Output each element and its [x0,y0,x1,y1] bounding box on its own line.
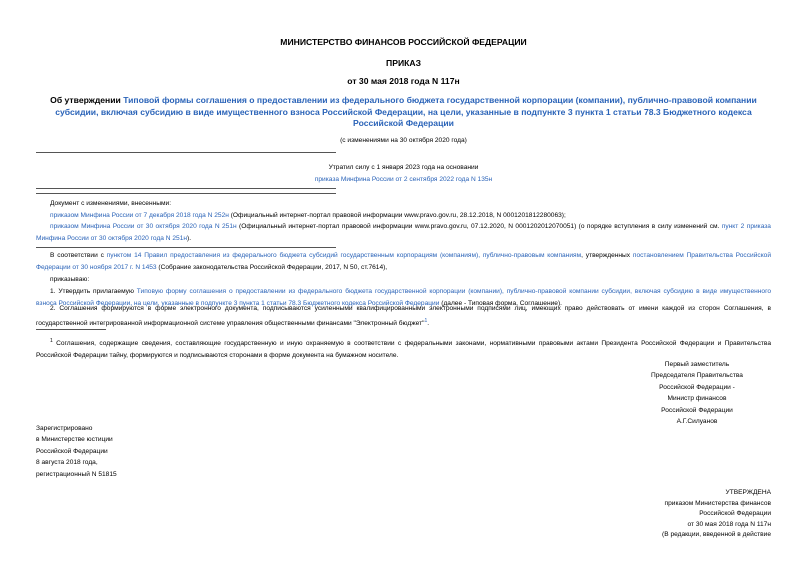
typical-form-link[interactable]: Типовую форму соглашения о предоставлении из федерального бюджета государственной корпорации (компании), публично-правовой компании субсидии, включая субсидию в виде имущественного взноса Российской Федерации, на цели, указанные в подпункте 3 пункта 1 статьи 78.3 Бюджетного кодекса Российской Федерации [36,288,771,307]
change-order-link[interactable]: приказом Минфина России от 30 октября 2020 года N 251н [50,223,237,230]
registration-block [36,423,117,480]
change-order-point-link[interactable]: пункт 2 приказа Минфина России от 30 октября 2020 года N 251н [36,223,771,242]
signatory-line: Российской Федерации - [659,383,735,391]
p2-text: (далее - Типовая форма, Соглашение). [439,300,562,307]
p3-end: . [427,320,430,328]
changes-intro: Документ с изменениями, внесенными: [50,200,172,207]
p3-text: 2. Соглашения формируются в форме электронного документа, подписываются усиленными квалифицированными электронными подписями лиц, имеющих право действовать от имени каждой из сторон Соглашения, в государственной интегрированной информационной системе управления общественными финансами "Электронный бюджет" [36,305,771,328]
changes-item [36,221,771,244]
approval-line: (В редакции, введенной в действие [662,531,771,539]
title-prefix: Об утверждении [50,95,124,105]
change-order-details: (Официальный интернет-портал правовой информации www.pravo.gov.ru, 07.12.2020, N 0001202012070051) (о порядке вступления в силу изменений см. [236,223,722,230]
p1-text: , утвержденных [581,252,633,259]
signatory-line: Министр финансов [667,395,727,403]
order-date-number: от 30 мая 2018 года N 117н [347,76,460,86]
approval-line: УТВЕРЖДЕНА [725,489,771,496]
divider [36,193,336,194]
registration-line: регистрационный N 51815 [36,470,117,478]
p1-text: (Собрание законодательства Российской Федерации, 2017, N 50, ст.7614), [156,264,388,271]
typical-form-link[interactable]: Типовой формы соглашения о предоставлении из федерального бюджета государственной корпорации (компании), публично-правовой компании субсидии, включая субсидию в виде имущественного взноса Российской Федерации, на цели, указанные в подпункте 3 пункта 1 статьи 78.3 Бюджетного кодекса Российской Федерации [55,95,757,128]
approval-line: от 30 мая 2018 года N 117н [687,520,771,528]
body-paragraph [36,303,771,330]
registration-line: Зарегистрировано [36,425,93,432]
p2-text: 1. Утвердить прилагаемую [50,288,137,295]
footnote-mark: 1 [50,338,53,344]
change-order-details: (Официальный интернет-портал правовой информации www.pravo.gov.ru, 28.12.2018, N 0001201812280063); [228,211,566,219]
footnote-text: Соглашения, содержащие сведения, составляющие государственную и иную охраняемую в соответствии с федеральными законами, нормативными правовыми актами Президента Российской Федерации и Правительства Российской Федерации тайну, формируются и подписываются сторонами в форме документа на бумажном носителе. [36,340,771,360]
signatory-name: А.Г.Силуанов [676,418,718,426]
changes-block [36,198,771,244]
revision-note: (с изменениями на 30 октября 2020 года) [340,137,467,144]
resolution-link[interactable]: постановлением Правительства Российской Федерации от 30 ноября 2017 г. N 1453 [36,252,772,271]
footnote-divider [36,329,106,330]
lost-force-link[interactable]: приказа Минфина России от 2 сентября 2022 года N 135н [314,176,493,183]
registration-line: в Министерстве юстиции [36,436,113,444]
lost-force-text: Утратил силу с 1 января 2023 года на основании [328,164,479,171]
doc-type-heading: ПРИКАЗ [386,58,421,68]
approval-line: Российской Федерации [699,510,771,518]
signatory-line: Первый заместитель [664,361,730,368]
p1-text: В соответствии с [50,252,107,259]
rules-link[interactable]: пунктом 14 Правил предоставления из федерального бюджета субсидий государственным корпорациям (компаниям), публично-правовым компаниям [106,252,582,259]
footnote-ref[interactable]: 1 [424,318,428,324]
changes-item [36,210,771,222]
order-word: приказываю: [50,276,90,283]
body-paragraph [36,250,771,274]
approval-line: приказом Министерства финансов [664,499,771,507]
signatory-line: Председателя Правительства [651,372,743,380]
change-order-end: ). [187,234,192,242]
registration-line: Российской Федерации [36,447,108,455]
approval-block [662,488,771,541]
change-order-link[interactable]: приказом Минфина России от 7 декабря 2018 года N 252н [50,211,229,219]
page-title [36,95,771,130]
divider [36,188,336,189]
divider [36,247,336,248]
registration-line: 8 августа 2018 года, [36,459,98,467]
signatory-block [627,359,767,427]
signatory-line: Российской Федерации [661,406,733,414]
divider [36,152,336,153]
ministry-heading: МИНИСТЕРСТВО ФИНАНСОВ РОССИЙСКОЙ ФЕДЕРАЦИИ [280,37,527,47]
